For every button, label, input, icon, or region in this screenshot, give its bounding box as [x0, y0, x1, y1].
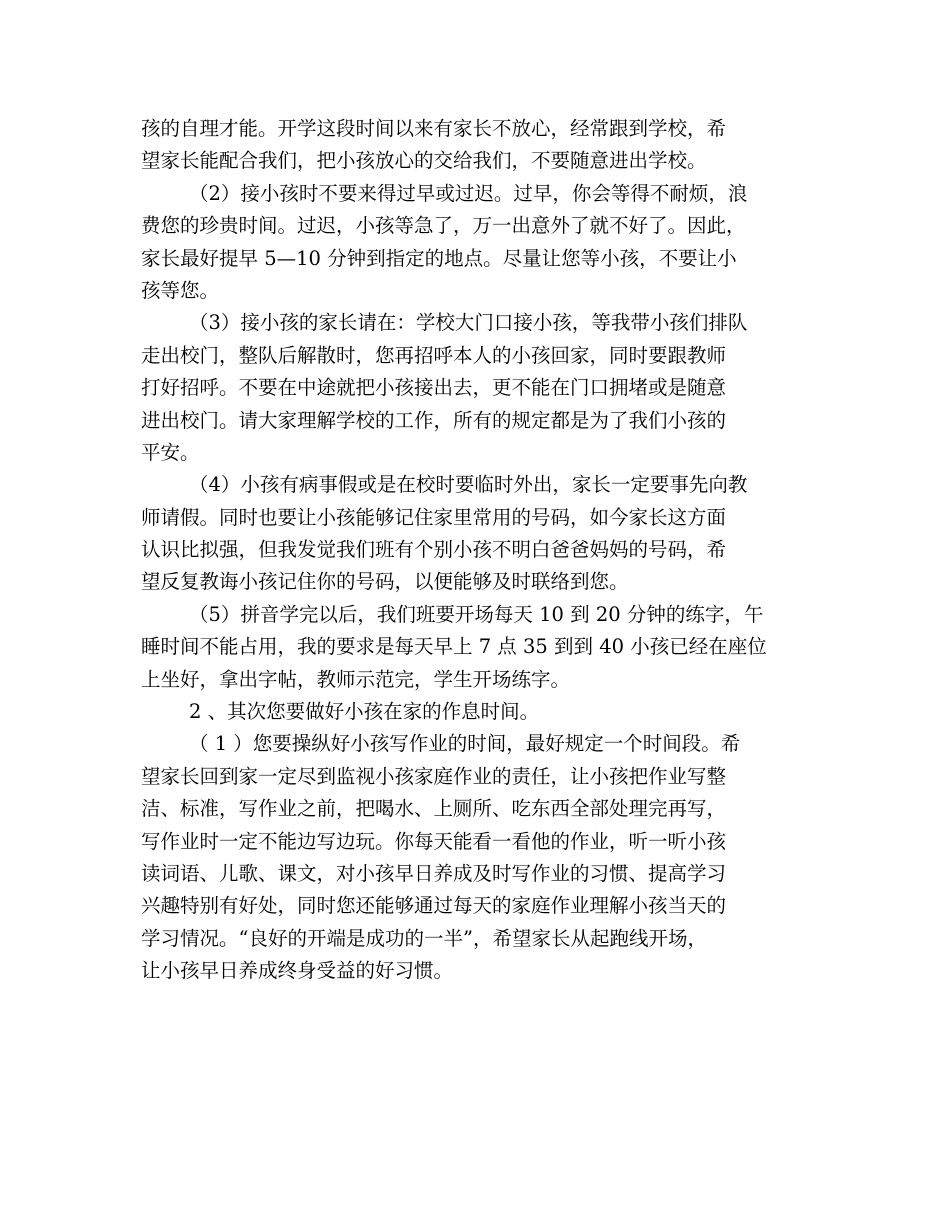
text-line: 兴趣特别有好处，同时您还能够通过每天的家庭作业理解小孩当天的: [141, 894, 727, 918]
paragraph-start-line: （5）拼音学完以后，我们班要开场每天 10 到 20 分钟的练字，午: [189, 602, 764, 626]
text-line: 家长最好提早 5—10 分钟到指定的地点。尽量让您等小孩，不要让小: [141, 246, 737, 270]
text-line: 平安。: [141, 440, 200, 464]
document-body: [141, 113, 821, 988]
text-line: 走出校门，整队后解散时，您再招呼本人的小孩回家，同时要跟教师: [141, 343, 727, 367]
text-line: 进出校门。请大家理解学校的工作，所有的规定都是为了我们小孩的: [141, 408, 727, 432]
text-line: 望家长回到家一定尽到监视小孩家庭作业的责任，让小孩把作业写整: [141, 764, 727, 788]
text-line: 让小孩早日养成终身受益的好习惯。: [141, 959, 454, 983]
paragraph-start-line: （3）接小孩的家长请在：学校大门口接小孩，等我带小孩们排队: [189, 311, 748, 335]
text-line: 洁、标准，写作业之前，把喝水、上厕所、吃东西全部处理完再写，: [141, 797, 727, 821]
text-line: 望家长能配合我们，把小孩放心的交给我们，不要随意进出学校。: [141, 149, 707, 173]
text-line: 孩等您。: [141, 278, 220, 302]
text-line: 上坐好，拿出字帖，教师示范完，学生开场练字。: [141, 667, 571, 691]
text-line: 费您的珍贵时间。过迟，小孩等急了，万一出意外了就不好了。因此，: [141, 214, 746, 238]
text-line: 写作业时一定不能边写边玩。你每天能看一看他的作业，听一听小孩: [141, 829, 727, 853]
text-line: 读词语、儿歌、课文，对小孩早日养成及时写作业的习惯、提高学习: [141, 861, 727, 885]
paragraph-start-line: （4）小孩有病事假或是在校时要临时外出，家长一定要事先向教: [189, 473, 748, 497]
text-line: 学习情况。“良好的开端是成功的一半”，希望家长从起跑线开场，: [141, 926, 707, 950]
text-line: 打好招呼。不要在中途就把小孩接出去，更不能在门口拥堵或是随意: [141, 376, 727, 400]
section-heading-line: 2 、其次您要做好小孩在家的作息时间。: [189, 700, 540, 724]
text-line: 望反复教诲小孩记住你的号码，以便能够及时联络到您。: [141, 570, 629, 594]
text-line: 师请假。同时也要让小孩能够记住家里常用的号码，如今家长这方面: [141, 505, 727, 529]
text-line: 孩的自理才能。开学这段时间以来有家长不放心，经常跟到学校，希: [141, 117, 727, 140]
paragraph-start-line: （2）接小孩时不要来得过早或过迟。过早，你会等得不耐烦，浪: [189, 181, 748, 205]
text-line: 睡时间不能占用，我的要求是每天早上 7 点 35 到到 40 小孩已经在座位: [141, 635, 767, 659]
text-line: 认识比拟强，但我发觉我们班有个别小孩不明白爸爸妈妈的号码，希: [141, 538, 727, 562]
paragraph-start-line: （ 1 ）您要操纵好小孩写作业的时间，最好规定一个时间段。希: [189, 732, 741, 756]
